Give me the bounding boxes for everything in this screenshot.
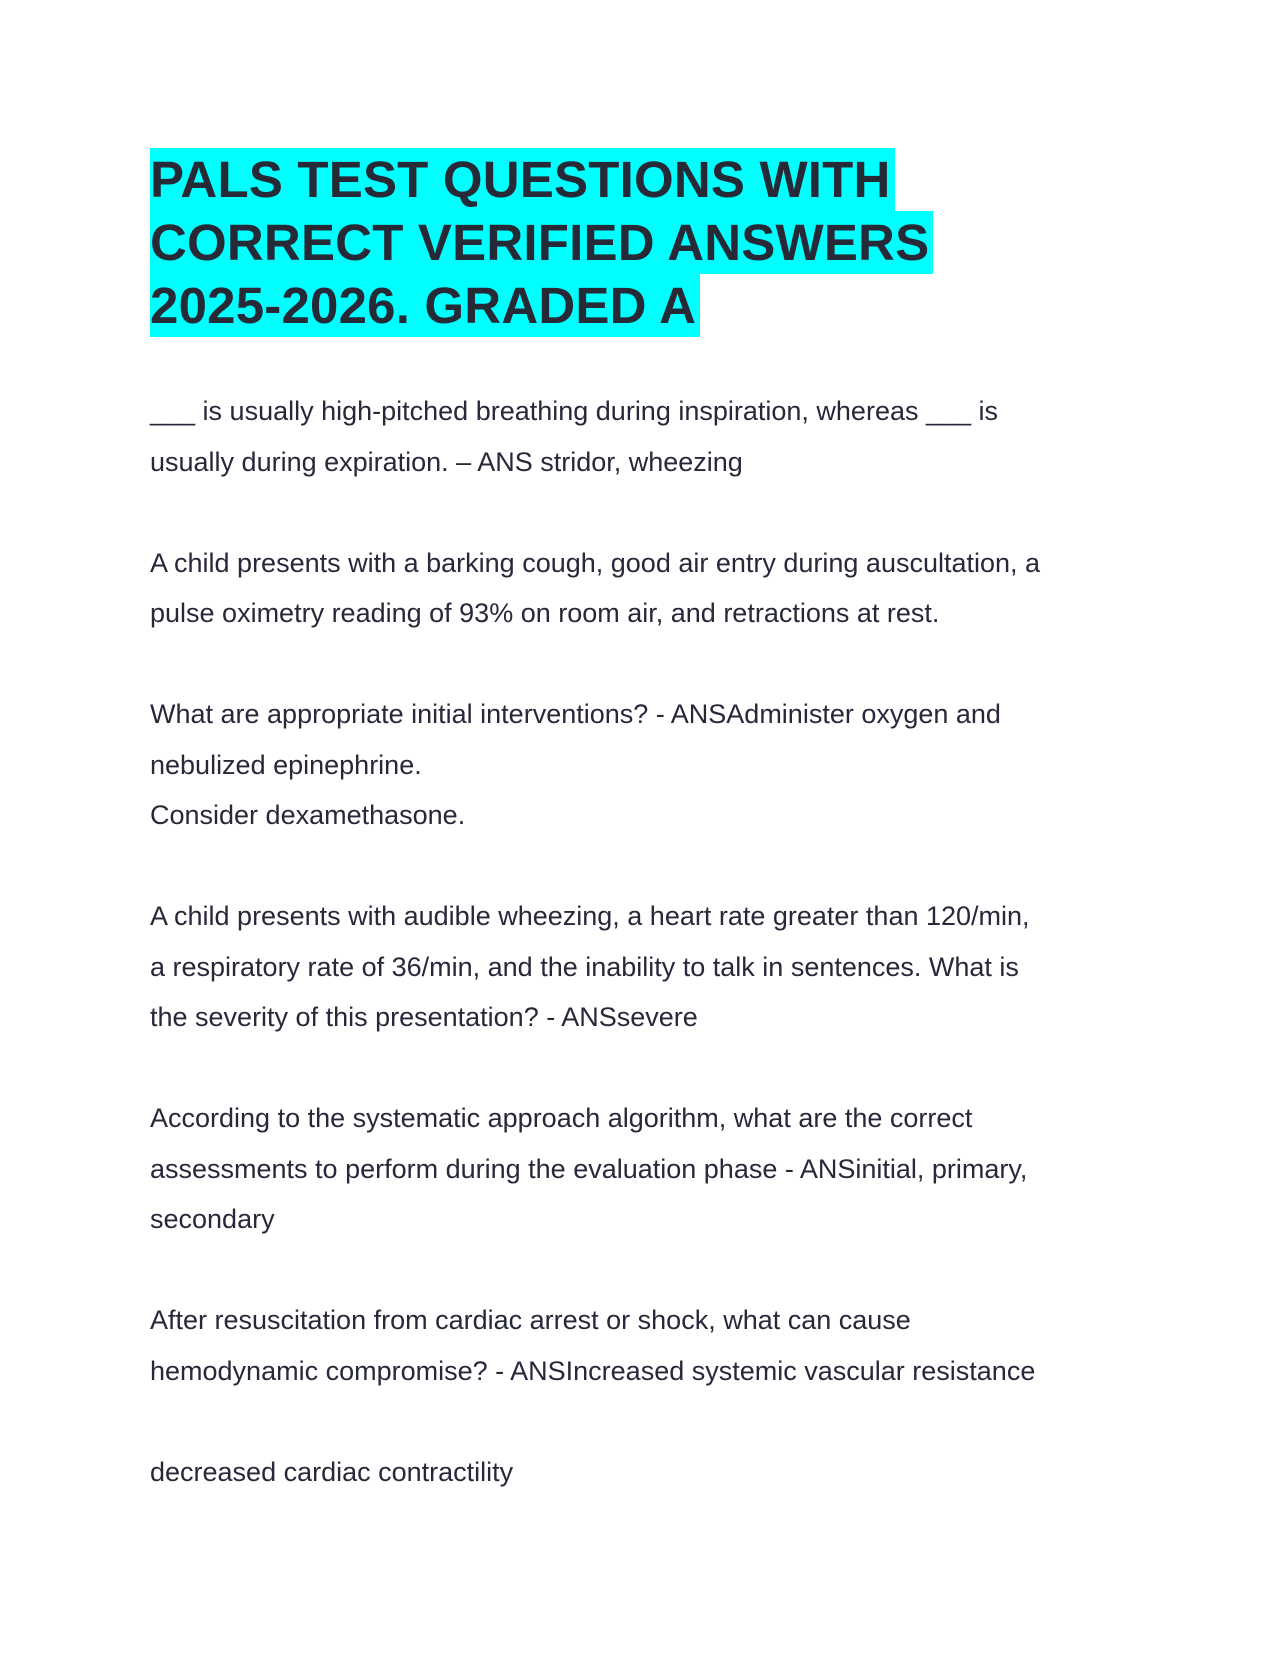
document-title xyxy=(150,148,1130,337)
text-line: the severity of this presentation? - ANSsevere xyxy=(150,1002,698,1032)
title-line: PALS TEST QUESTIONS WITH xyxy=(150,148,895,211)
text-line: assessments to perform during the evaluation phase - ANSinitial, primary, xyxy=(150,1153,1028,1184)
text-line: a respiratory rate of 36/min, and the inability to talk in sentences. What is xyxy=(150,951,1019,982)
text-line: A child presents with audible wheezing, a heart rate greater than 120/min, xyxy=(150,901,1030,931)
document-body xyxy=(150,386,1130,1497)
question-stem-2 xyxy=(150,538,1130,639)
question-answer-5 xyxy=(150,1295,1130,1396)
text-line: Consider dexamethasone. xyxy=(150,800,466,830)
question-answer-4 xyxy=(150,1093,1130,1245)
answer-continuation xyxy=(150,1447,1130,1498)
text-line: What are appropriate initial interventions? - ANSAdminister oxygen and xyxy=(150,699,1001,729)
text-line: usually during expiration. – ANS stridor, wheezing xyxy=(150,446,743,477)
question-answer-2 xyxy=(150,689,1130,841)
text-line: According to the systematic approach algorithm, what are the correct xyxy=(150,1103,973,1133)
text-line: ___ is usually high-pitched breathing during inspiration, whereas ___ is xyxy=(150,396,999,426)
text-line: A child presents with a barking cough, good air entry during auscultation, a xyxy=(150,547,1041,578)
text-line: decreased cardiac contractility xyxy=(150,1456,514,1487)
question-answer-1 xyxy=(150,386,1130,487)
text-line: secondary xyxy=(150,1204,275,1234)
text-line: pulse oximetry reading of 93% on room air, and retractions at rest. xyxy=(150,598,940,628)
text-line: hemodynamic compromise? - ANSIncreased systemic vascular resistance xyxy=(150,1355,1036,1386)
text-line: After resuscitation from cardiac arrest or shock, what can cause xyxy=(150,1305,911,1335)
document-page xyxy=(150,148,1130,1487)
question-answer-3 xyxy=(150,891,1130,1043)
title-line: CORRECT VERIFIED ANSWERS xyxy=(150,211,933,274)
title-line: 2025-2026. GRADED A xyxy=(150,274,700,337)
text-line: nebulized epinephrine. xyxy=(150,749,422,780)
